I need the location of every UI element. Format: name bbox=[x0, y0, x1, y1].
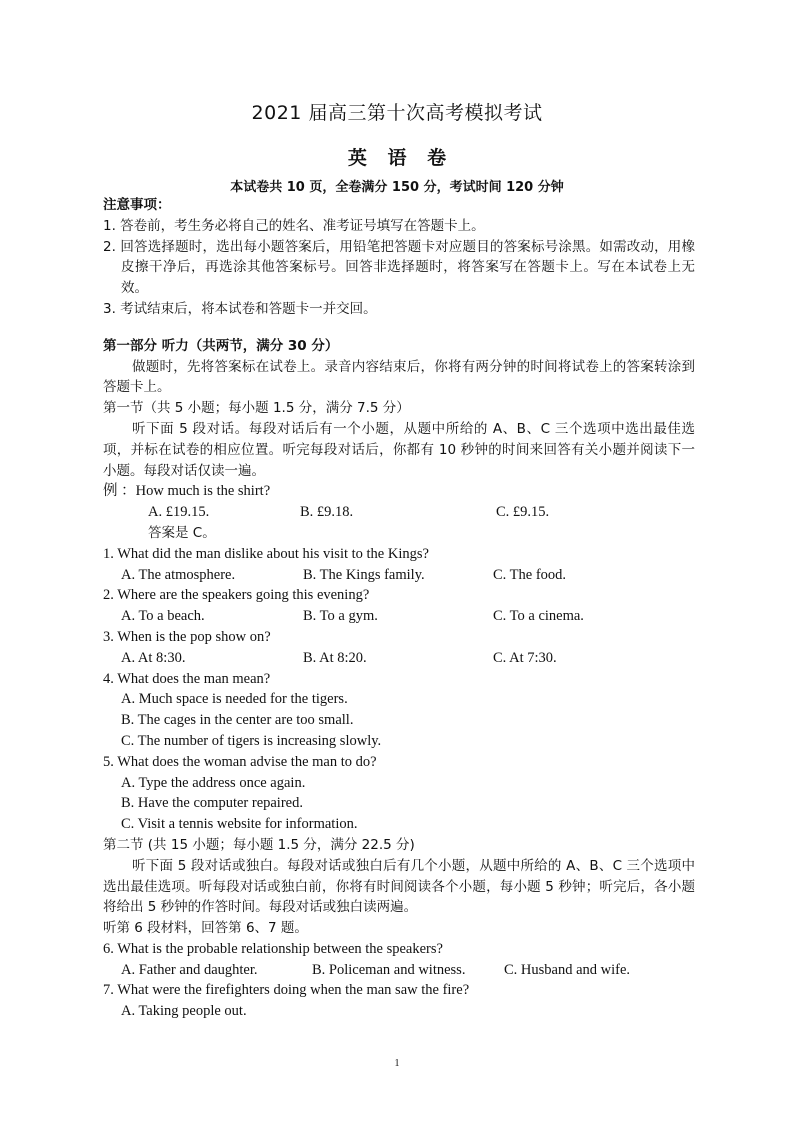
part1-intro: 做题时，先将答案标在试卷上。录音内容结束后，你将有两分钟的时间将试卷上的答案转涂到答题卡上。 bbox=[103, 358, 695, 396]
note-item-2: 2. 回答选择题时，选出每小题答案后，用铅笔把答题卡对应题目的答案标号涂黑。如需改动，用橡皮擦干净后，再选涂其他答案标号。回答非选择题时，将答案写在答题卡上。写在本试卷上无效。 bbox=[103, 238, 695, 297]
page-number: 1 bbox=[394, 1058, 400, 1069]
material-6-intro: 听第 6 段材料，回答第 6、7 题。 bbox=[103, 920, 308, 937]
q2-option-b: B. To a gym. bbox=[303, 608, 378, 625]
question-3-options bbox=[103, 648, 695, 669]
q5-option-b: B. Have the computer repaired. bbox=[121, 795, 303, 812]
notes-heading: 注意事项： bbox=[103, 197, 171, 213]
question-3: 3. When is the pop show on? bbox=[103, 628, 271, 645]
section2-heading: 第二节 (共 15 小题；每小题 1.5 分，满分 22.5 分) bbox=[103, 836, 415, 853]
question-2: 2. Where are the speakers going this evening? bbox=[103, 587, 370, 604]
q6-option-c: C. Husband and wife. bbox=[504, 961, 631, 978]
question-7: 7. What were the firefighters doing when the man saw the fire? bbox=[103, 982, 470, 999]
question-6: 6. What is the probable relationship between the speakers? bbox=[103, 940, 443, 957]
q6-option-b: B. Policeman and witness. bbox=[312, 961, 466, 978]
example-options bbox=[103, 502, 695, 523]
q3-option-b: B. At 8:20. bbox=[303, 649, 367, 666]
q1-option-b: B. The Kings family. bbox=[303, 566, 425, 583]
q3-option-c: C. At 7:30. bbox=[493, 649, 557, 666]
question-1: 1. What did the man dislike about his visit to the Kings? bbox=[103, 545, 429, 562]
q1-option-a: A. The atmosphere. bbox=[121, 566, 236, 583]
q4-option-a: A. Much space is needed for the tigers. bbox=[121, 691, 348, 708]
example-answer: 答案是 C。 bbox=[148, 524, 216, 541]
question-6-options bbox=[103, 960, 695, 981]
section2-instructions: 听下面 5 段对话或独白。每段对话或独白后有几个小题，从题中所给的 A、B、C 三个选项中选出最佳选项。听每段对话或独白前，你将有时间阅读各个小题，每小题 5 秒钟；听完后，各小题将给出 5 秒钟的作答时间。每段对话或独白读两遍。 bbox=[103, 857, 695, 916]
section1-heading: 第一节（共 5 小题；每小题 1.5 分，满分 7.5 分） bbox=[103, 400, 410, 417]
q4-option-c: C. The number of tigers is increasing slowly. bbox=[121, 732, 382, 749]
example-question: 例 ：How much is the shirt? bbox=[103, 483, 271, 500]
q3-option-a: A. At 8:30. bbox=[121, 649, 186, 666]
note-item-3: 3. 考试结束后，将本试卷和答题卡一并交回。 bbox=[103, 300, 377, 317]
q7-option-a: A. Taking people out. bbox=[121, 1003, 247, 1020]
example-option-c: C. £9.15. bbox=[496, 504, 550, 521]
q5-option-c: C. Visit a tennis website for information. bbox=[121, 816, 358, 833]
exam-info: 本试卷共 10 页，全卷满分 150 分，考试时间 120 分钟 bbox=[230, 180, 564, 195]
q5-option-a: A. Type the address once again. bbox=[121, 774, 306, 791]
exam-subject: 英 语 卷 bbox=[347, 147, 447, 169]
example-option-a: A. £19.15. bbox=[148, 504, 210, 521]
section1-instructions: 听下面 5 段对话。每段对话后有一个小题，从题中所给的 A、B、C 三个选项中选出最佳选项，并标在试卷的相应位置。听完每段对话后，你都有 10 秒钟的时间来回答有关小题并阅读下一小题。每段对话仅读一遍。 bbox=[103, 420, 695, 479]
q4-option-b: B. The cages in the center are too small. bbox=[121, 712, 354, 729]
question-4: 4. What does the man mean? bbox=[103, 670, 271, 687]
question-5: 5. What does the woman advise the man to do? bbox=[103, 753, 377, 770]
question-2-options bbox=[103, 606, 695, 627]
q6-option-a: A. Father and daughter. bbox=[121, 961, 258, 978]
question-1-options bbox=[103, 565, 695, 586]
q1-option-c: C. The food. bbox=[493, 566, 567, 583]
q2-option-a: A. To a beach. bbox=[121, 608, 205, 625]
example-option-b: B. £9.18. bbox=[300, 504, 354, 521]
exam-title: 2021 届高三第十次高考模拟考试 bbox=[251, 102, 543, 124]
note-item-1: 1. 答卷前，考生务必将自己的姓名、准考证号填写在答题卡上。 bbox=[103, 217, 485, 234]
q2-option-c: C. To a cinema. bbox=[493, 608, 584, 625]
exam-body bbox=[103, 195, 695, 1022]
part1-heading: 第一部分 听力（共两节，满分 30 分） bbox=[103, 337, 339, 354]
